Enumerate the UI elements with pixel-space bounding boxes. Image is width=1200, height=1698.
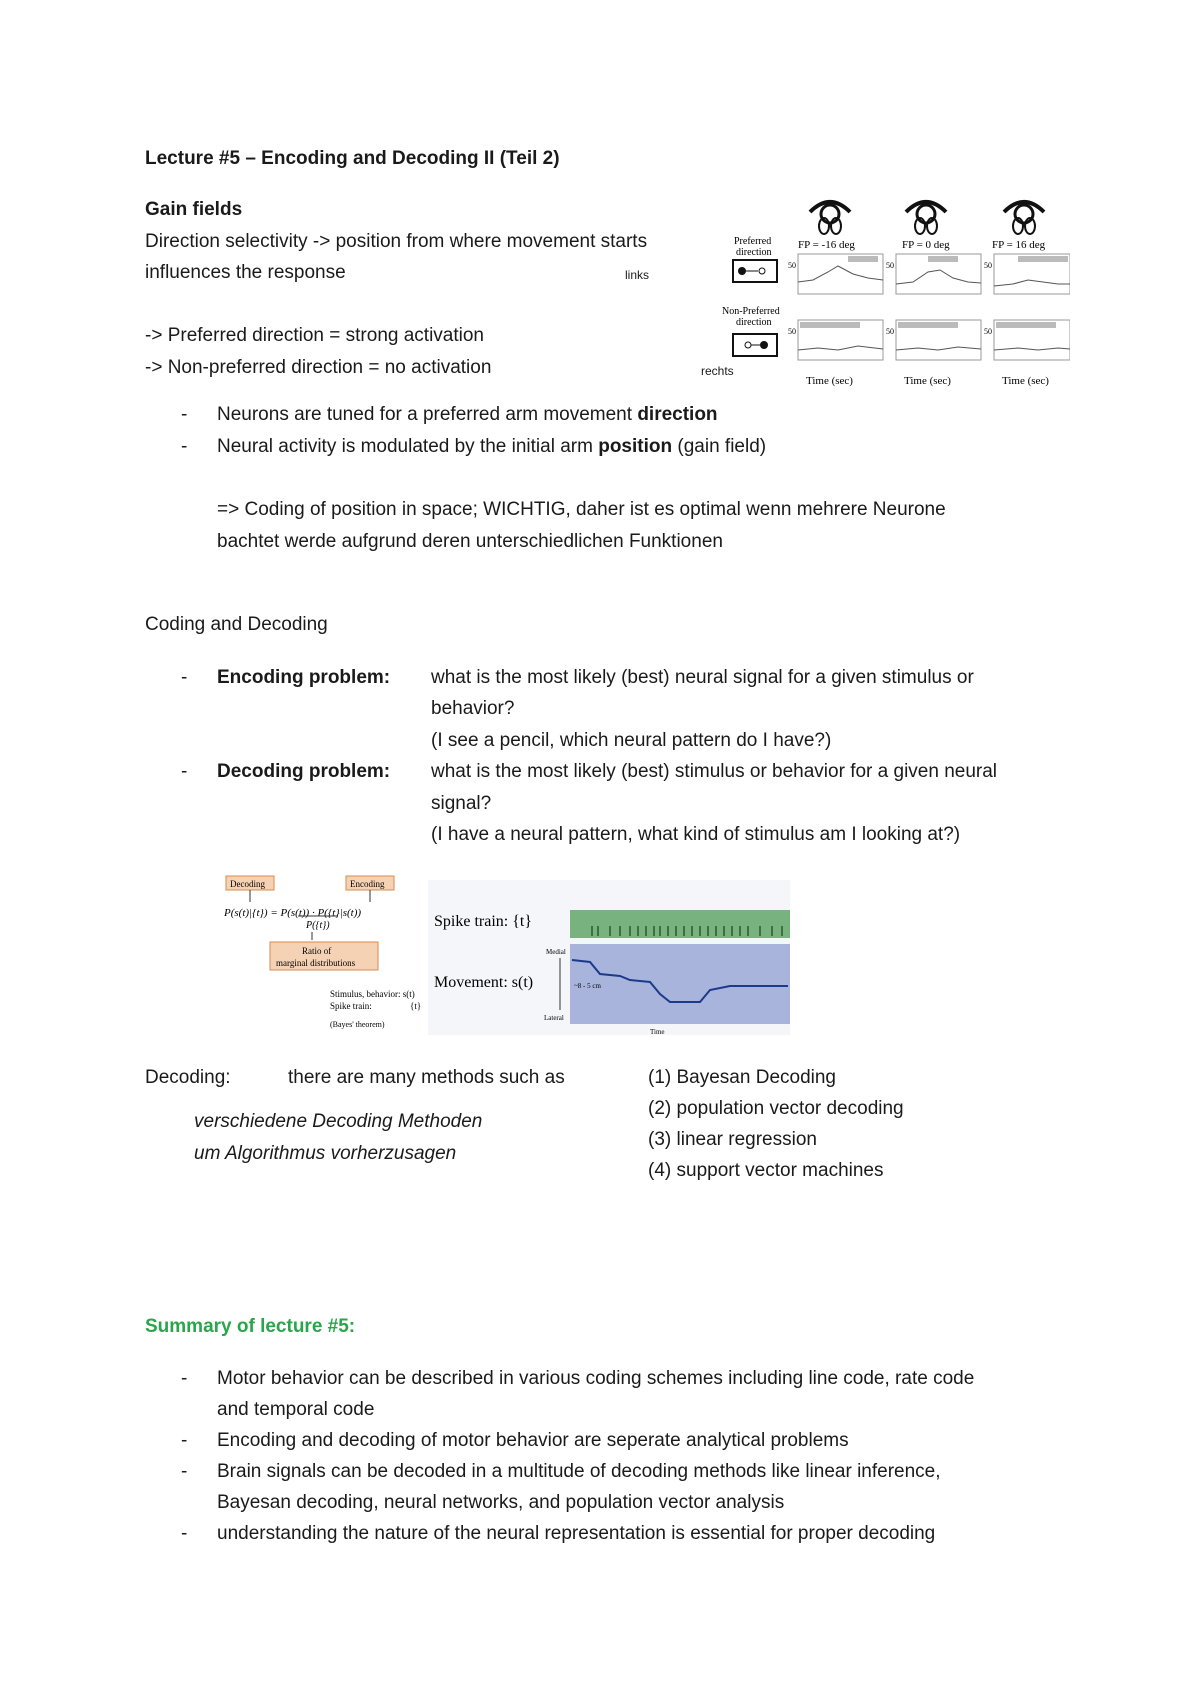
- preferred-line: -> Preferred direction = strong activation: [145, 325, 485, 346]
- summary-item-3: Brain signals can be decoded in a multitude of decoding methods like linear inference,: [217, 1461, 941, 1482]
- links-label: links: [625, 268, 650, 282]
- monkey-head-icon: [810, 202, 850, 234]
- method-item: (3) linear regression: [648, 1129, 817, 1150]
- movement-plot: [570, 944, 790, 1024]
- decoding-text: there are many methods such as: [288, 1067, 565, 1088]
- y-tick: 50: [984, 261, 992, 270]
- spike-label: Spike train:: [330, 1001, 372, 1011]
- gain-field-figure: [718, 192, 1070, 394]
- decoding-line-1: what is the most likely (best) stimulus or behavior for a given neural: [431, 761, 998, 782]
- summary-item-4: understanding the nature of the neural representation is essential for proper decoding: [217, 1523, 936, 1544]
- note-line-2: bachtet werde aufgrund deren unterschiedlichen Funktionen: [217, 531, 723, 552]
- coding-heading: Coding and Decoding: [145, 614, 328, 635]
- time-label: Time: [650, 1028, 665, 1035]
- method-item: (2) population vector decoding: [648, 1098, 904, 1119]
- nonpreferred-label: Non-Preferred: [722, 306, 780, 317]
- gain-fields-heading: Gain fields: [145, 199, 243, 220]
- monkey-head-icon: [1004, 202, 1044, 234]
- nonpreferred-line: -> Non-preferred direction = no activation: [145, 357, 492, 378]
- bullet-neural-activity: Neural activity is modulated by the initial arm position (gain field): [217, 436, 767, 457]
- panel-title: FP = 0 deg: [902, 239, 950, 251]
- y-tick: 50: [886, 327, 894, 336]
- gain-line-2: influences the response: [145, 262, 346, 283]
- method-item: (4) support vector machines: [648, 1160, 884, 1181]
- decoding-figure: [220, 870, 790, 1035]
- bullet-dash: -: [181, 1430, 188, 1451]
- summary-item-1: Motor behavior can be described in various coding schemes including line code, rate code: [217, 1368, 975, 1389]
- encoding-problem-label: Encoding problem:: [217, 667, 391, 688]
- x-axis-label: Time (sec): [1002, 375, 1049, 387]
- x-axis-label: Time (sec): [904, 375, 951, 387]
- decoding-label: Decoding:: [145, 1067, 231, 1088]
- note-line-1: => Coding of position in space; WICHTIG, daher ist es optimal wenn mehrere Neurone: [217, 499, 946, 520]
- decoding-box-label: Decoding: [230, 879, 265, 889]
- decoding-problem-label: Decoding problem:: [217, 761, 391, 782]
- y-tick: 50: [886, 261, 894, 270]
- summary-heading: Summary of lecture #5:: [145, 1316, 356, 1337]
- bullet-dash: -: [181, 667, 188, 688]
- preferred-label: Preferred: [734, 236, 772, 247]
- method-item: (1) Bayesan Decoding: [648, 1067, 836, 1088]
- bullet-dash: -: [181, 1461, 188, 1482]
- nonpreferred-label-2: direction: [736, 317, 772, 328]
- movement-label: Movement: s(t): [434, 974, 534, 991]
- medial-label: Medial: [546, 948, 566, 956]
- decoding-line-3: (I have a neural pattern, what kind of stimulus am I looking at?): [431, 824, 961, 845]
- encoding-line-1: what is the most likely (best) neural signal for a given stimulus or: [431, 667, 974, 688]
- bullet-neurons-tuned: Neurons are tuned for a preferred arm movement direction: [217, 404, 718, 425]
- decoding-italic-1: verschiedene Decoding Methoden: [194, 1111, 483, 1132]
- bayes-formula: P(s(t)|{t}) = P(s(t)) · P({t}|s(t)): [224, 907, 362, 919]
- bullet-dash: -: [181, 1523, 188, 1544]
- gain-line-1: Direction selectivity -> position from where movement starts: [145, 231, 648, 252]
- page-title: Lecture #5 – Encoding and Decoding II (Teil 2): [145, 148, 560, 169]
- summary-item-1-cont: and temporal code: [217, 1399, 375, 1420]
- x-axis-label: Time (sec): [806, 375, 853, 387]
- scale-label: ~8 - 5 cm: [574, 982, 601, 990]
- decoding-line-2: signal?: [431, 793, 492, 814]
- encoding-line-3: (I see a pencil, which neural pattern do I have?): [431, 730, 832, 751]
- ratio-label-2: marginal distributions: [276, 958, 356, 968]
- bayes-theorem-label: (Bayes' theorem): [330, 1020, 385, 1029]
- bullet-dash: -: [181, 1368, 188, 1389]
- bullet-dash: -: [181, 436, 188, 457]
- decoding-italic-2: um Algorithmus vorherzusagen: [194, 1143, 457, 1164]
- y-tick: 50: [984, 327, 992, 336]
- summary-item-3-cont: Bayesan decoding, neural networks, and population vector analysis: [217, 1492, 785, 1513]
- y-tick: 50: [788, 327, 796, 336]
- monkey-head-icon: [906, 202, 946, 234]
- spike-train-label: Spike train: {t}: [434, 913, 533, 930]
- svg-text:P({t}): P({t}): [306, 920, 330, 931]
- spike-train-bar: [570, 910, 790, 938]
- lateral-label: Lateral: [544, 1014, 564, 1022]
- panel-title: FP = -16 deg: [798, 239, 855, 251]
- encoding-box-label: Encoding: [350, 879, 385, 889]
- ratio-label: Ratio of: [302, 946, 332, 956]
- spike-symbol: {t}: [410, 1001, 422, 1011]
- panel-title: FP = 16 deg: [992, 239, 1046, 251]
- y-tick: 50: [788, 261, 796, 270]
- encoding-line-2: behavior?: [431, 698, 515, 719]
- stimulus-label: Stimulus, behavior: s(t): [330, 989, 415, 999]
- rechts-label: rechts: [701, 364, 734, 378]
- summary-item-2: Encoding and decoding of motor behavior are seperate analytical problems: [217, 1430, 849, 1451]
- bullet-dash: -: [181, 761, 188, 782]
- preferred-label-2: direction: [736, 247, 772, 258]
- bullet-dash: -: [181, 404, 188, 425]
